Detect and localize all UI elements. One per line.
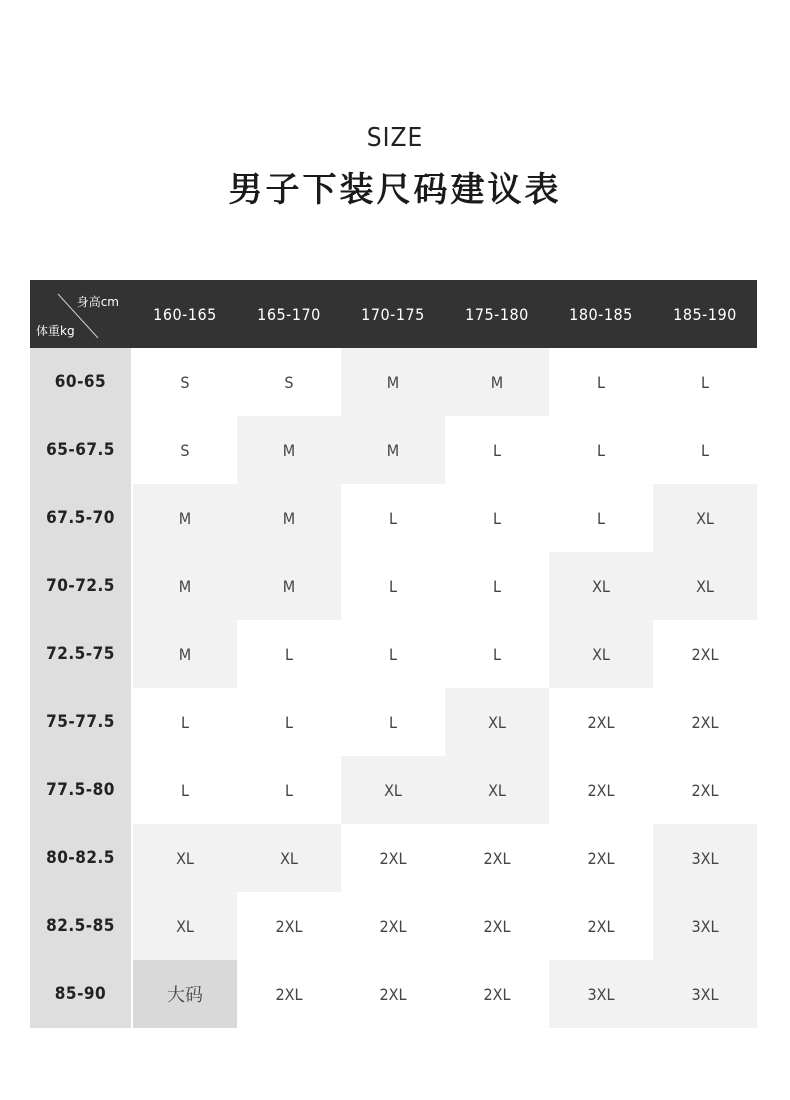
size-value-cell: 2XL xyxy=(275,916,303,936)
size-value-cell: XL xyxy=(653,484,757,552)
size-value-cell: M xyxy=(237,552,341,620)
weight-header-cell: 67.5-70 xyxy=(30,484,133,552)
size-value-cell: L xyxy=(492,440,501,460)
size-value-cell: L xyxy=(388,644,397,664)
size-value-cell: M xyxy=(445,348,549,416)
size-value-cell: L xyxy=(284,712,293,732)
corner-weight-label: 体重kg xyxy=(36,324,75,338)
size-value-cell: 2XL xyxy=(379,916,407,936)
height-header-cell: 185-190 xyxy=(653,280,757,348)
size-value-cell: L xyxy=(180,780,189,800)
size-value-cell: 3XL xyxy=(653,960,757,1028)
size-value-cell: XL xyxy=(341,756,445,824)
size-value-cell: 2XL xyxy=(587,712,615,732)
size-value-cell: M xyxy=(133,484,237,552)
weight-header-cell: 75-77.5 xyxy=(30,688,133,756)
size-value-cell: S xyxy=(180,440,190,460)
size-value-cell: M xyxy=(237,416,341,484)
size-value-cell: XL xyxy=(445,688,549,756)
size-value-cell: 2XL xyxy=(691,712,719,732)
size-value-cell: 2XL xyxy=(275,984,303,1004)
height-header-cell: 160-165 xyxy=(133,280,237,348)
size-value-cell: M xyxy=(133,552,237,620)
size-value-cell: 2XL xyxy=(483,916,511,936)
size-value-cell: 3XL xyxy=(653,824,757,892)
size-value-cell: L xyxy=(388,576,397,596)
size-value-cell: L xyxy=(492,644,501,664)
weight-header-cell: 70-72.5 xyxy=(30,552,133,620)
weight-header-cell: 65-67.5 xyxy=(30,416,133,484)
height-header-cell: 165-170 xyxy=(237,280,341,348)
weight-header-cell: 82.5-85 xyxy=(30,892,133,960)
weight-header-cell: 77.5-80 xyxy=(30,756,133,824)
table-corner-cell xyxy=(30,280,133,348)
size-value-cell: 2XL xyxy=(483,984,511,1004)
title-zh: 男子下装尺码建议表 xyxy=(228,170,562,210)
size-value-cell: S xyxy=(284,372,294,392)
weight-header-cell: 60-65 xyxy=(30,348,133,416)
size-value-cell: L xyxy=(700,440,709,460)
size-value-cell: 2XL xyxy=(379,848,407,868)
size-value-cell: M xyxy=(341,348,445,416)
size-value-cell: S xyxy=(180,372,190,392)
size-value-cell: 2XL xyxy=(379,984,407,1004)
height-header-cell: 175-180 xyxy=(445,280,549,348)
size-value-cell: XL xyxy=(133,892,237,960)
size-value-cell: L xyxy=(596,440,605,460)
weight-header-cell: 72.5-75 xyxy=(30,620,133,688)
weight-header-cell: 85-90 xyxy=(30,960,133,1028)
size-value-cell: L xyxy=(596,372,605,392)
size-value-cell: L xyxy=(700,372,709,392)
title-block xyxy=(0,118,790,211)
size-value-cell: 2XL xyxy=(691,644,719,664)
size-value-cell: 3XL xyxy=(549,960,653,1028)
size-value-cell: L xyxy=(492,508,501,528)
height-header-cell: 180-185 xyxy=(549,280,653,348)
size-value-cell: XL xyxy=(445,756,549,824)
size-value-cell: L xyxy=(180,712,189,732)
size-value-cell: L xyxy=(596,508,605,528)
size-value-cell: L xyxy=(492,576,501,596)
size-value-cell: 2XL xyxy=(587,848,615,868)
height-header-cell: 170-175 xyxy=(341,280,445,348)
size-value-cell: M xyxy=(341,416,445,484)
weight-header-cell: 80-82.5 xyxy=(30,824,133,892)
size-value-cell: L xyxy=(284,644,293,664)
size-value-cell: XL xyxy=(133,824,237,892)
size-chart-table xyxy=(30,280,758,1028)
size-value-cell: XL xyxy=(549,552,653,620)
size-value-cell: 2XL xyxy=(691,780,719,800)
size-value-cell: L xyxy=(388,508,397,528)
size-value-cell: XL xyxy=(653,552,757,620)
size-value-cell: XL xyxy=(237,824,341,892)
size-value-cell: M xyxy=(237,484,341,552)
size-value-cell: L xyxy=(284,780,293,800)
size-value-cell: 3XL xyxy=(653,892,757,960)
size-value-cell: L xyxy=(388,712,397,732)
size-value-cell: 2XL xyxy=(483,848,511,868)
corner-height-label: 身高cm xyxy=(76,295,119,309)
size-value-cell: 2XL xyxy=(587,780,615,800)
size-value-cell: 大码 xyxy=(133,960,237,1028)
size-value-cell: 2XL xyxy=(587,916,615,936)
size-value-cell: M xyxy=(133,620,237,688)
size-value-cell: XL xyxy=(549,620,653,688)
title-en: SIZE xyxy=(366,123,424,153)
